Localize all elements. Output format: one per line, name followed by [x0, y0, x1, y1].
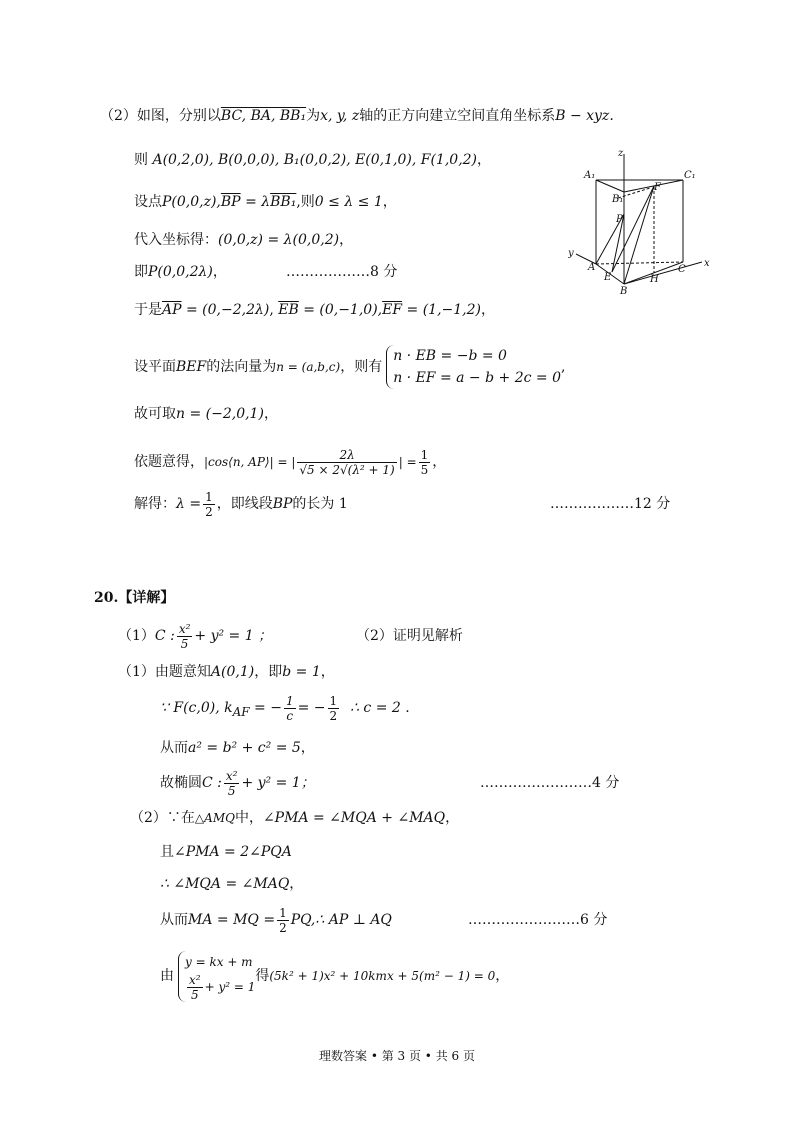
numerator: x² [225, 768, 238, 783]
label-f: F [654, 182, 661, 193]
text: （1）由题意知 [118, 664, 211, 680]
denominator: 2 [279, 920, 287, 935]
equation-system [178, 951, 255, 1002]
text: 从而 [160, 912, 188, 928]
condition-line [134, 444, 446, 480]
fraction-one-fifth [419, 448, 431, 477]
plane-name: BEF [176, 359, 207, 375]
text: ，即 [254, 664, 283, 680]
fraction-x2-5 [187, 973, 203, 1002]
x-axis [624, 262, 702, 284]
fraction-x2-5 [177, 622, 193, 651]
text: 即 [134, 264, 148, 280]
numerator: x² [178, 621, 191, 636]
page-footer: 理数答案 • 第 3 页 • 共 6 页 [319, 1049, 475, 1063]
text: 设平面 [134, 359, 176, 375]
text: . [609, 108, 614, 124]
quadratic-equation: (5k² + 1)x² + 10kmx + 5(m² − 1) = 0 [269, 969, 496, 983]
denominator: 2 [205, 504, 213, 519]
subscript: AF [232, 704, 250, 719]
fraction-lambda [297, 448, 396, 477]
label-x: x [704, 258, 710, 269]
step4-line [160, 766, 315, 800]
lambda-range: 0 ≤ λ ≤ 1 [314, 194, 383, 210]
denominator: 5 [190, 987, 199, 1002]
normal-definition: n = (a,b,c) [276, 360, 341, 374]
equation-system [386, 345, 561, 389]
segment-bp: BP [272, 496, 293, 512]
text: 为 [306, 108, 321, 124]
text: 故椭圆 [160, 775, 202, 791]
text: （2）∵在 [130, 810, 195, 826]
take-normal-line [134, 404, 278, 424]
vector-list: BC, BA, BB₁ [220, 108, 307, 124]
text: ， [263, 406, 278, 422]
ellipse-label: C : [202, 775, 222, 791]
text: 于是 [134, 302, 162, 318]
text: 的长为 1 [292, 496, 348, 512]
answer-2: （2）证明见解析 [356, 628, 463, 644]
text: 设点 [134, 194, 162, 210]
system-line [160, 944, 509, 1008]
prism-figure [568, 146, 718, 296]
line-equation: y = kx + m [185, 954, 253, 969]
label-c1: C₁ [684, 170, 696, 181]
denominator: 5 [420, 462, 429, 477]
score-4: ……………………4 分 [480, 775, 620, 791]
text: 由 [160, 968, 174, 984]
text: 的法向量为 [206, 359, 277, 375]
text: ，即线段 [216, 496, 273, 512]
text: ， [432, 454, 447, 470]
p-result: P(0,0,2λ) [148, 264, 213, 280]
ellipse-eq: + y² = 1； [241, 775, 315, 791]
text: = − [297, 700, 326, 716]
label-b: B [620, 286, 628, 296]
ellipse-eq: + y² = 1 [204, 979, 256, 994]
angle-equation: ∠PMA = ∠MQA + ∠MAQ [262, 810, 446, 826]
label-p: P [616, 214, 623, 225]
triangle: △AMQ [194, 811, 235, 825]
text: 从而 [160, 740, 188, 756]
text: ,则 [296, 194, 315, 210]
normal-value: n = (−2,0,1) [176, 406, 264, 422]
numerator: 1 [205, 489, 213, 504]
text: （2）如图，分别以 [100, 108, 221, 124]
equation-2: n · EF = a − b + 2c = 0 [393, 370, 561, 386]
vector-ap: $\overline{AP}$ [162, 302, 182, 318]
fraction-1-c [284, 694, 296, 723]
text: 且 [160, 844, 174, 860]
denominator: 2 [329, 708, 338, 723]
normal-vector-line [134, 343, 565, 391]
label-a: A [588, 262, 596, 273]
ellipse-eq: + y² = 1 ； [194, 628, 273, 644]
fraction-half [277, 906, 289, 935]
text: 代入坐标得： [134, 232, 218, 248]
text: ， [300, 740, 315, 756]
score-12: ………………12 分 [550, 496, 671, 512]
denominator: √5 × 2√(λ² + 1) [299, 462, 395, 477]
numerator: x² [189, 972, 201, 987]
text: 轴的正方向建立空间直角坐标系 [359, 108, 556, 124]
segment-b-f [624, 186, 654, 284]
label-z: z [618, 148, 624, 159]
ellipse-label: C : [154, 628, 175, 644]
equation-1: n · EB = −b = 0 [393, 348, 507, 364]
text: = λ [245, 194, 271, 210]
numerator: 1 [279, 905, 287, 920]
text: ， [445, 810, 460, 826]
step1-line [118, 662, 335, 682]
score-6: ……………………6 分 [468, 912, 608, 928]
vector-ef: $\overline{EF}$ [382, 302, 403, 318]
axes-list: x, y, z [320, 108, 360, 124]
perpendicular: PQ,∴ AP ⊥ AQ [290, 912, 392, 928]
substitute-line [134, 230, 353, 250]
denominator: 5 [227, 783, 236, 798]
solve-line [134, 486, 348, 522]
vectors-line: 于是$\overline{AP} = (0,-2,2\lambda)$, $\overline{EB} = (0,-1,0),\overline{EF} = (1,-1,2)$， [134, 302, 495, 318]
angle-equation-2: ∠PMA = 2∠PQA [174, 844, 292, 860]
text: 中， [234, 810, 263, 826]
q20-answers-line [118, 620, 272, 652]
text: ， [339, 232, 354, 248]
lambda-label: λ = [176, 496, 202, 512]
fraction-1-2 [328, 694, 340, 723]
label-h: H [650, 274, 659, 285]
q20-title: 20.【详解】 [94, 590, 175, 606]
perpendicular-line [160, 902, 392, 938]
text: ， [289, 876, 304, 892]
point-coordinates: A(0,2,0), B(0,0,0), B₁(0,0,2), E(0,1,0), F(1,0,2) [152, 152, 478, 168]
text: = − [254, 700, 282, 716]
cos-expression: |cos⟨n, AP⟩| = | [204, 455, 296, 469]
text: 得 [255, 968, 270, 984]
set-p-line: 设点$P(0,0,z),\overline{BP} = \lambda BB_1$,则0 ≤ λ ≤ 1， [134, 194, 397, 210]
score-8: ………………8 分 [286, 264, 398, 280]
text: , [561, 359, 566, 375]
text: ， [212, 264, 227, 280]
text: 依题意得， [134, 454, 204, 470]
c-value: ∴ c = 2 . [350, 700, 410, 716]
numerator: 1 [420, 447, 429, 462]
label-b1: B₁ [612, 194, 624, 205]
label-c: C [678, 264, 686, 275]
step2-line [160, 690, 410, 730]
edge-a1-b1 [596, 180, 624, 192]
denominator: 5 [180, 636, 189, 651]
equation: (0,0,z) = λ(0,0,2) [218, 232, 340, 248]
point-a: A(0,1) [210, 664, 255, 680]
denominator: c [286, 708, 294, 723]
equal-segments: MA = MQ = [188, 912, 276, 928]
text: ， [480, 302, 495, 318]
numerator: 1 [285, 693, 294, 708]
a-squared: a² = b² + c² = 5 [188, 740, 301, 756]
angle-line-3 [160, 874, 303, 894]
vector-eb: $\overline{EB}$ [278, 302, 299, 318]
ef-value: = (1,−1,2) [406, 302, 481, 318]
label-y: y [568, 248, 574, 259]
focus-slope: ∵ F(c,0), k [160, 700, 233, 716]
part2-angle-line [130, 808, 459, 828]
coords-line: 则 A(0,2,0), B(0,0,0), B₁(0,0,2), E(0,1,0), F(1,0,2)， [134, 152, 492, 168]
text: 解得： [134, 496, 176, 512]
text: | = [398, 455, 417, 469]
numerator: 2λ [297, 448, 396, 463]
fraction-half [203, 490, 215, 519]
b-value: b = 1 [282, 664, 321, 680]
p-definition: P(0,0,z), [162, 194, 221, 210]
text: ， [495, 968, 510, 984]
p-result-line [134, 262, 227, 282]
edge-a-c [596, 262, 683, 264]
label-a1: A₁ [584, 170, 596, 181]
text: 则 [134, 152, 148, 168]
text: 故可取 [134, 406, 176, 422]
numerator: 1 [329, 693, 338, 708]
coordinate-system: B − xyz [555, 108, 610, 124]
fraction-x2-5 [224, 769, 240, 798]
part2-intro-line [100, 106, 614, 126]
eb-value: = (0,−1,0), [303, 302, 383, 318]
text: ， [320, 664, 335, 680]
angle-equation-3: ∴ ∠MQA = ∠MAQ [160, 876, 290, 892]
angle-line-2 [160, 842, 292, 862]
step3-line [160, 738, 315, 758]
label-e: E [604, 272, 612, 283]
text: （1） [118, 628, 155, 644]
ap-value: = (0,−2,2λ) [185, 302, 270, 318]
vector-bp: $\overline{BP}$ [220, 194, 241, 210]
text: ，则有 [340, 359, 383, 375]
vector-bb1: BB₁ [270, 194, 297, 210]
